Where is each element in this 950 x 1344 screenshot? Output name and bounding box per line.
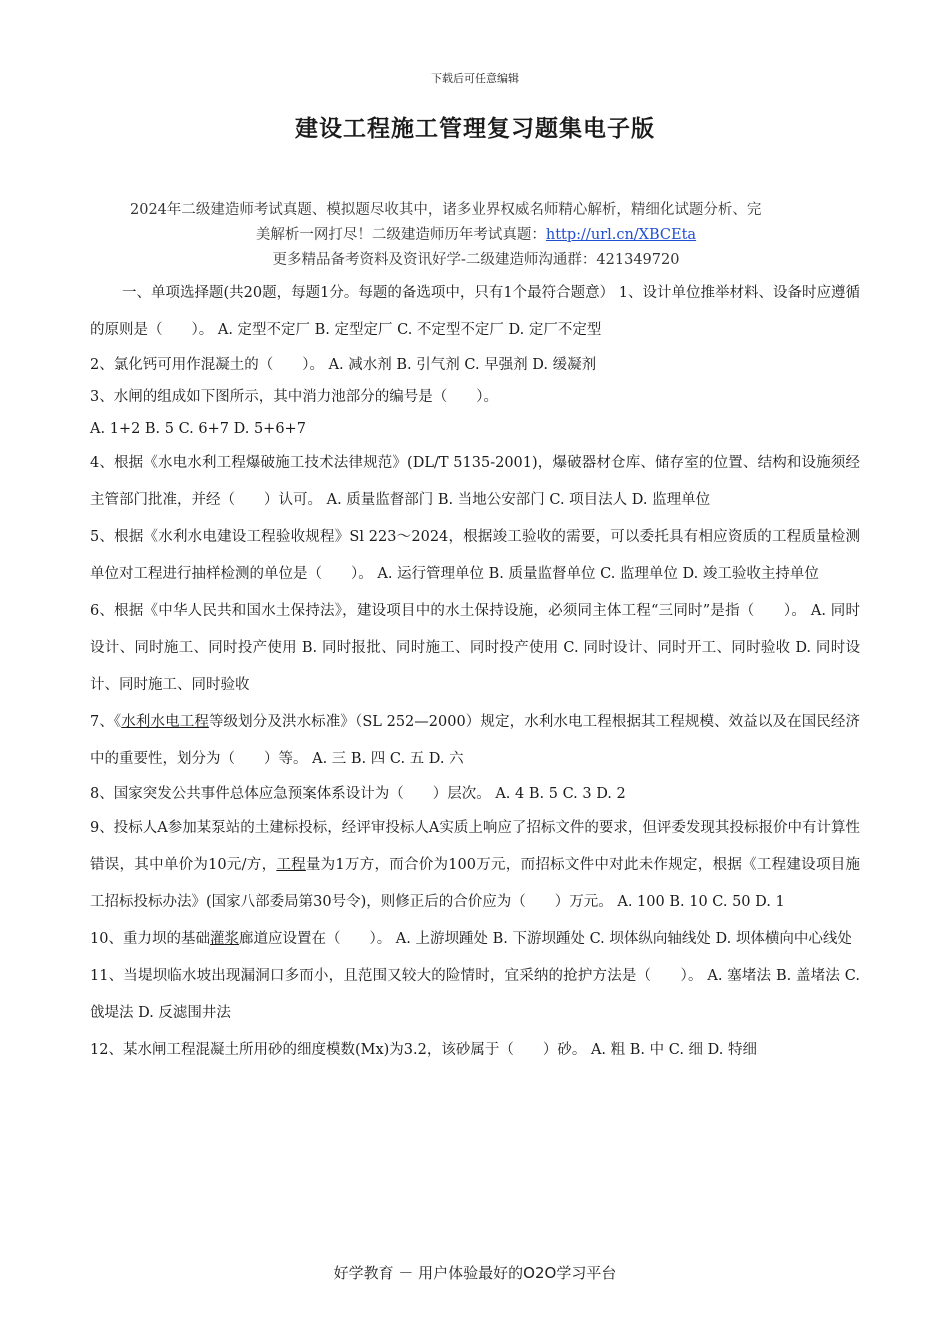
question-7-underlined: 水利水电工程 bbox=[121, 714, 209, 730]
question-1 bbox=[90, 275, 860, 349]
question-10-pre: 10、重力坝的基础 bbox=[90, 931, 210, 947]
header-note: 下载后可任意编辑 bbox=[431, 72, 519, 85]
question-8: 8、国家突发公共事件总体应急预案体系设计为（ ）层次。 A. 4 B. 5 C. 3 D. 2 bbox=[90, 786, 626, 802]
question-7-post: 等级划分及洪水标准》（SL 252—2000）规定，水利水电工程根据其工程规模、效益以及在国民经济中的重要性，划分为（ ）等。 A. 三 B. 四 C. 五 D. 六 bbox=[90, 714, 861, 767]
intro-block bbox=[90, 198, 862, 273]
question-10 bbox=[90, 921, 860, 958]
question-11: 11、当堤坝临水坡出现漏洞口多而小，且范围又较大的险情时，宜采纳的抢护方法是（ ）。 A. 塞堵法 B. 盖堵法 C. 戗堤法 D. 反滤围井法 bbox=[90, 968, 860, 1021]
question-9 bbox=[90, 810, 860, 921]
question-7-pre: 7、《 bbox=[90, 714, 122, 730]
question-7 bbox=[90, 704, 860, 778]
question-2: 2、氯化钙可用作混凝土的（ ）。 A. 减水剂 B. 引气剂 C. 早强剂 D. 缓凝剂 bbox=[90, 357, 597, 373]
intro-line-1: 2024年二级建造师考试真题、模拟题尽收其中，诸多业界权威名师精心解析，精细化试题分析、完 bbox=[130, 202, 762, 218]
question-9-pre: 9、投标人A参加某泵站的土建标投标，经评审投标人A实质上响应了招标文件的要求，但评委发现其投标报价中有计算性错误，其中单价为10元/方， bbox=[90, 820, 860, 873]
question-4: 4、根据《水电水利工程爆破施工技术法律规范》(DL/T 5135-2001)，爆破器材仓库、储存室的位置、结构和设施须经主管部门批准，并经（ ）认可。 A. 质量监督部门 B. 当地公安部门 C. 项目法人 D. 监理单位 bbox=[90, 455, 860, 508]
question-12: 12、某水闸工程混凝土所用砂的细度模数(Mx)为3.2，该砂属于（ ）砂。 A. 粗 B. 中 C. 细 D. 特细 bbox=[90, 1042, 757, 1058]
question-3: 3、水闸的组成如下图所示，其中消力池部分的编号是（ ）。 bbox=[90, 389, 498, 405]
page-footer: 好学教育 － 用户体验最好的O2O学习平台 bbox=[333, 1264, 617, 1282]
question-6: 6、根据《中华人民共和国水土保持法》，建设项目中的水土保持设施，必须同主体工程“三同时”是指（ ）。 A. 同时设计、同时施工、同时投产使用 B. 同时报批、同时施工、同时投产使用 C. 同时设计、同时开工、同时验收 D. 同时设计、同时施工、同时验收 bbox=[90, 603, 860, 693]
question-3-options: A. 1+2 B. 5 C. 6+7 D. 5+6+7 bbox=[90, 421, 306, 437]
question-10-post: 廊道应设置在（ ）。 A. 上游坝踵处 B. 下游坝踵处 C. 坝体纵向轴线处 D. 坝体横向中心线处 bbox=[238, 931, 852, 947]
intro-line-2 bbox=[90, 223, 862, 248]
intro-line-2-text: 美解析一网打尽！二级建造师历年考试真题： bbox=[255, 227, 546, 243]
question-1-text: 1、设计单位推举材料、设备时应遵循的原则是（ ）。 A. 定型不定厂 B. 定型定厂 C. 不定型不定厂 D. 定厂不定型 bbox=[90, 285, 861, 338]
question-5: 5、根据《水利水电建设工程验收规程》Sl 223～2024，根据竣工验收的需要，可以委托具有相应资质的工程质量检测单位对工程进行抽样检测的单位是（ ）。 A. 运行管理单位 B. 质量监督单位 C. 监理单位 D. 竣工验收主持单位 bbox=[90, 529, 860, 582]
exam-link[interactable]: http://url.cn/XBCEta bbox=[545, 227, 697, 243]
section-heading: 一、单项选择题(共20题，每题1分。每题的备选项中，只有1个最符合题意） bbox=[122, 285, 615, 301]
question-9-underlined: 工程 bbox=[276, 857, 306, 873]
question-list bbox=[90, 275, 860, 1069]
question-10-underlined: 灌浆 bbox=[209, 931, 239, 947]
question-9-post: 量为1万方，而合价为100万元，而招标文件中对此未作规定，根据《工程建设项目施工招标投标办法》(国家八部委局第30号令)，则修正后的合价应为（ ）万元。 A. 100 B. 10 C. 50 D. 1 bbox=[90, 857, 860, 910]
document-title: 建设工程施工管理复习题集电子版 bbox=[295, 116, 655, 142]
intro-line-3: 更多精品备考资料及资讯好学-二级建造师沟通群：421349720 bbox=[272, 252, 680, 268]
